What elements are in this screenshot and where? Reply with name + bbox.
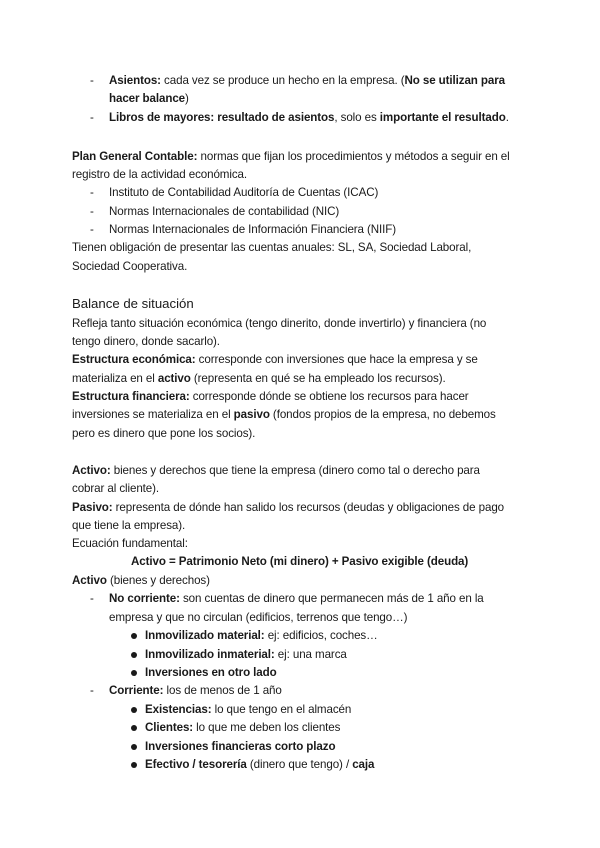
dash-bullet: - xyxy=(90,223,94,236)
obligation-text-cont: Sociedad Cooperativa. xyxy=(72,260,188,273)
asientos-label: Asientos: xyxy=(109,74,161,87)
bullet-dot xyxy=(131,707,137,713)
corriente-subitem: Existencias: lo que tengo en el almacén xyxy=(145,703,352,716)
activo-definition: Activo: bienes y derechos que tiene la empresa (dinero como tal o derecho para xyxy=(72,464,480,477)
activo-definition-cont: cobrar al cliente). xyxy=(72,482,160,495)
bullet-dot xyxy=(131,762,137,768)
asientos-item: Asientos: cada vez se produce un hecho en la empresa. (No se utilizan para xyxy=(109,74,506,87)
dash-bullet: - xyxy=(90,205,94,218)
pgc-list-item: Instituto de Contabilidad Auditoría de Cuentas (ICAC) xyxy=(109,186,379,199)
estructura-financiera-cont2: pero es dinero que pone los socios). xyxy=(72,427,256,440)
estructura-economica: Estructura económica: corresponde con inversiones que hace la empresa y se xyxy=(72,353,478,366)
balance-paragraph-cont: tengo dinero, donde sacarlo). xyxy=(72,335,220,348)
no-corriente-subitem: Inversiones en otro lado xyxy=(145,666,277,679)
pgc-list-item: Normas Internacionales de Información Financiera (NIIF) xyxy=(109,223,397,236)
pasivo-definition: Pasivo: representa de dónde han salido los recursos (deudas y obligaciones de pago xyxy=(72,501,505,514)
balance-paragraph: Refleja tanto situación económica (tengo dinerito, donde invertirlo) y financiera (no xyxy=(72,317,487,330)
section-heading: Balance de situación xyxy=(72,296,194,311)
no-corriente-subitem: Inmovilizado material: ej: edificios, coches… xyxy=(145,629,378,642)
estructura-financiera: Estructura financiera: corresponde dónde se obtiene los recursos para hacer xyxy=(72,390,469,403)
estructura-economica-cont: materializa en el activo (representa en qué se ha empleado los recursos). xyxy=(72,372,446,385)
no-corriente-subitem: Inmovilizado inmaterial: ej: una marca xyxy=(145,648,347,661)
no-corriente-item: No corriente: son cuentas de dinero que permanecen más de 1 año en la xyxy=(109,592,484,605)
bullet-dot xyxy=(131,744,137,750)
corriente-subitem: Inversiones financieras corto plazo xyxy=(145,740,336,753)
pgc-list-item: Normas Internacionales de contabilidad (NIC) xyxy=(109,205,340,218)
bullet-dot xyxy=(131,652,137,658)
bullet-dot xyxy=(131,725,137,731)
dash-bullet: - xyxy=(90,74,94,87)
ecuacion-label: Ecuación fundamental: xyxy=(72,537,188,550)
pgc-paragraph-cont: registro de la actividad económica. xyxy=(72,168,248,181)
corriente-subitem: Efectivo / tesorería (dinero que tengo) / caja xyxy=(145,758,375,771)
pgc-paragraph: Plan General Contable: normas que fijan los procedimientos y métodos a seguir en el xyxy=(72,150,510,163)
pasivo-definition-cont: que tiene la empresa). xyxy=(72,519,186,532)
dash-bullet: - xyxy=(90,186,94,199)
obligation-text: Tienen obligación de presentar las cuentas anuales: SL, SA, Sociedad Laboral, xyxy=(72,241,472,254)
estructura-financiera-cont: inversiones se materializa en el pasivo (fondos propios de la empresa, no debemos xyxy=(72,408,496,421)
asientos-item-cont: hacer balance) xyxy=(109,92,189,105)
corriente-item: Corriente: los de menos de 1 año xyxy=(109,684,282,697)
dash-bullet: - xyxy=(90,111,94,124)
no-corriente-item-cont: empresa y que no circulan (edificios, terrenos que tengo…) xyxy=(109,611,408,624)
dash-bullet: - xyxy=(90,684,94,697)
bullet-dot xyxy=(131,633,137,639)
libros-item: Libros de mayores: resultado de asientos, solo es importante el resultado. xyxy=(109,111,509,124)
corriente-subitem: Clientes: lo que me deben los clientes xyxy=(145,721,341,734)
ecuacion-fundamental: Activo = Patrimonio Neto (mi dinero) + Pasivo exigible (deuda) xyxy=(131,555,469,568)
bullet-dot xyxy=(131,670,137,676)
activo-heading: Activo (bienes y derechos) xyxy=(72,574,210,587)
dash-bullet: - xyxy=(90,592,94,605)
